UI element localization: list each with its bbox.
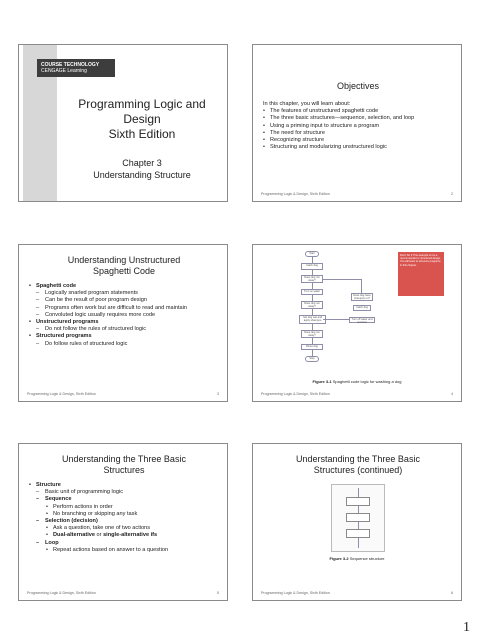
list-item: • Perform actions in order (29, 504, 217, 511)
title-line-2: Design (123, 112, 161, 126)
chapter-heading (59, 157, 225, 181)
slide-footer: Programming Logic & Design, Sixth Edition (261, 591, 330, 595)
list-item: – Basic unit of programming logic (29, 489, 217, 496)
figure-caption (253, 379, 461, 384)
flow-node: Turn on water (301, 289, 323, 295)
list-item: – Loop (29, 540, 217, 547)
book-title (59, 97, 225, 142)
flow-node: Start (305, 251, 319, 257)
list-item: • Unstructured programs (29, 319, 217, 326)
title-line-2: Spaghetti Code (92, 266, 156, 276)
list-item: – Programs often work but are difficult to read and maintain (29, 305, 217, 312)
list-item: • The three basic structures—sequence, selection, and loop (263, 115, 451, 122)
flow-node: Does dog run away? (301, 301, 323, 309)
flow-node: Get dog wet and apply shampoo (299, 315, 326, 324)
slide-footer: Programming Logic & Design, Sixth Edition (261, 192, 330, 196)
list-item: – Selection (decision) (29, 518, 217, 525)
chapter-number: Chapter 3 (122, 158, 162, 168)
slide-number: 6 (451, 591, 453, 595)
list-item: • Structure (29, 482, 217, 489)
list-item: – Do follow rules of structured logic (29, 341, 217, 348)
title-line-3: Sixth Edition (108, 127, 176, 141)
flow-node: Catch dog (353, 305, 371, 311)
term-dual-alternative: Dual-alternative (53, 532, 95, 539)
bullet-list (29, 283, 217, 348)
slide-number: 2 (451, 192, 453, 196)
logo-line-2: CENGAGE Learning (41, 68, 87, 74)
flow-connector (323, 279, 361, 280)
slide-number: 3 (217, 392, 219, 396)
list-item: • Spaghetti code (29, 283, 217, 290)
sequence-step-3 (346, 529, 370, 538)
list-item: – Sequence (29, 496, 217, 503)
flow-node: Does dog have shampoo on? (351, 293, 373, 301)
list-item: • Using a priming input to structure a program (263, 123, 451, 130)
sequence-step-1 (346, 497, 370, 506)
list-item: – Logically snarled program statements (29, 290, 217, 297)
objectives-list (263, 101, 451, 151)
list-item: • No branching or skipping any task (29, 511, 217, 518)
logo-line-1: COURSE TECHNOLOGY (41, 62, 100, 68)
figure-caption-text: Spaghetti code logic for washing a dog (331, 379, 402, 384)
slide-5-three-basic-structures (18, 443, 228, 601)
list-item: • Structuring and modularizing unstructured logic (263, 144, 451, 151)
slide-number: 4 (451, 392, 453, 396)
flow-connector (358, 522, 359, 529)
bullet-list (29, 482, 217, 554)
slide-title (27, 454, 221, 476)
slide-4-figure-3-1 (252, 244, 462, 402)
flow-node: Does dog run away? (301, 330, 323, 338)
title-line-1: Understanding the Three Basic (62, 454, 186, 464)
figure-label: Figure 3-1 (312, 379, 332, 384)
flow-connector (361, 279, 362, 293)
slide-1-title (18, 44, 228, 202)
flow-node: Does dog run away? (301, 275, 323, 283)
figure-caption (253, 556, 461, 561)
slide-footer: Programming Logic & Design, Sixth Edition (27, 591, 96, 595)
slide-2-objectives (252, 44, 462, 202)
title-line-2: Structures (103, 465, 145, 475)
slide-title: Objectives (336, 81, 380, 91)
chapter-title: Understanding Structure (93, 170, 191, 180)
list-item: • Recognizing structure (263, 137, 451, 144)
list-item: – Do not follow the rules of structured logic (29, 326, 217, 333)
figure-label: Figure 3-2 (329, 556, 349, 561)
flow-connector (358, 506, 359, 513)
sequence-structure-diagram (331, 484, 385, 552)
title-line-1: Understanding the Three Basic (296, 454, 420, 464)
slide-3-spaghetti-code (18, 244, 228, 402)
slide-title (261, 454, 455, 476)
list-item (29, 532, 217, 539)
list-item: • The features of unstructured spaghetti code (263, 108, 451, 115)
slide-title (27, 255, 221, 277)
flow-node: Stop (305, 356, 319, 362)
text-or: or (94, 532, 104, 539)
slide-6-three-basic-structures-continued (252, 443, 462, 601)
slide-footer: Programming Logic & Design, Sixth Edition (261, 392, 330, 396)
list-item: • The need for structure (263, 130, 451, 137)
list-item: – Can be the result of poor program design (29, 297, 217, 304)
list-item: • Structured programs (29, 333, 217, 340)
flow-connector (358, 488, 359, 497)
flow-connector (323, 319, 349, 320)
title-line-1: Programming Logic and (78, 97, 206, 111)
figure-caption-text: Sequence structure (348, 556, 385, 561)
title-line-2: Structures (continued) (313, 465, 403, 475)
flow-node: Turn off water and sprocket (349, 317, 375, 323)
term-single-alternative: single-alternative ifs (103, 532, 158, 539)
list-item: – Convoluted logic usually requires more code (29, 312, 217, 319)
page-number: 1 (463, 620, 470, 635)
flow-connector (358, 538, 359, 548)
title-line-1: Understanding Unstructured (67, 255, 181, 265)
sequence-step-2 (346, 513, 370, 522)
list-item: • Ask a question, take one of two actions (29, 525, 217, 532)
dont-do-it-callout: Don't Do It This example is not a recommended or structured design. You will learn to structure programs in this chapter. (398, 252, 444, 296)
publisher-logo (37, 59, 115, 77)
slide-number: 5 (217, 591, 219, 595)
flow-node: Rinse dog (301, 344, 323, 350)
intro-text: In this chapter, you will learn about: (263, 101, 351, 107)
flow-node: Catch dog (301, 263, 323, 270)
slide-footer: Programming Logic & Design, Sixth Edition (27, 392, 96, 396)
spaghetti-flowchart (295, 249, 441, 377)
list-item: • Repeat actions based on answer to a question (29, 547, 217, 554)
